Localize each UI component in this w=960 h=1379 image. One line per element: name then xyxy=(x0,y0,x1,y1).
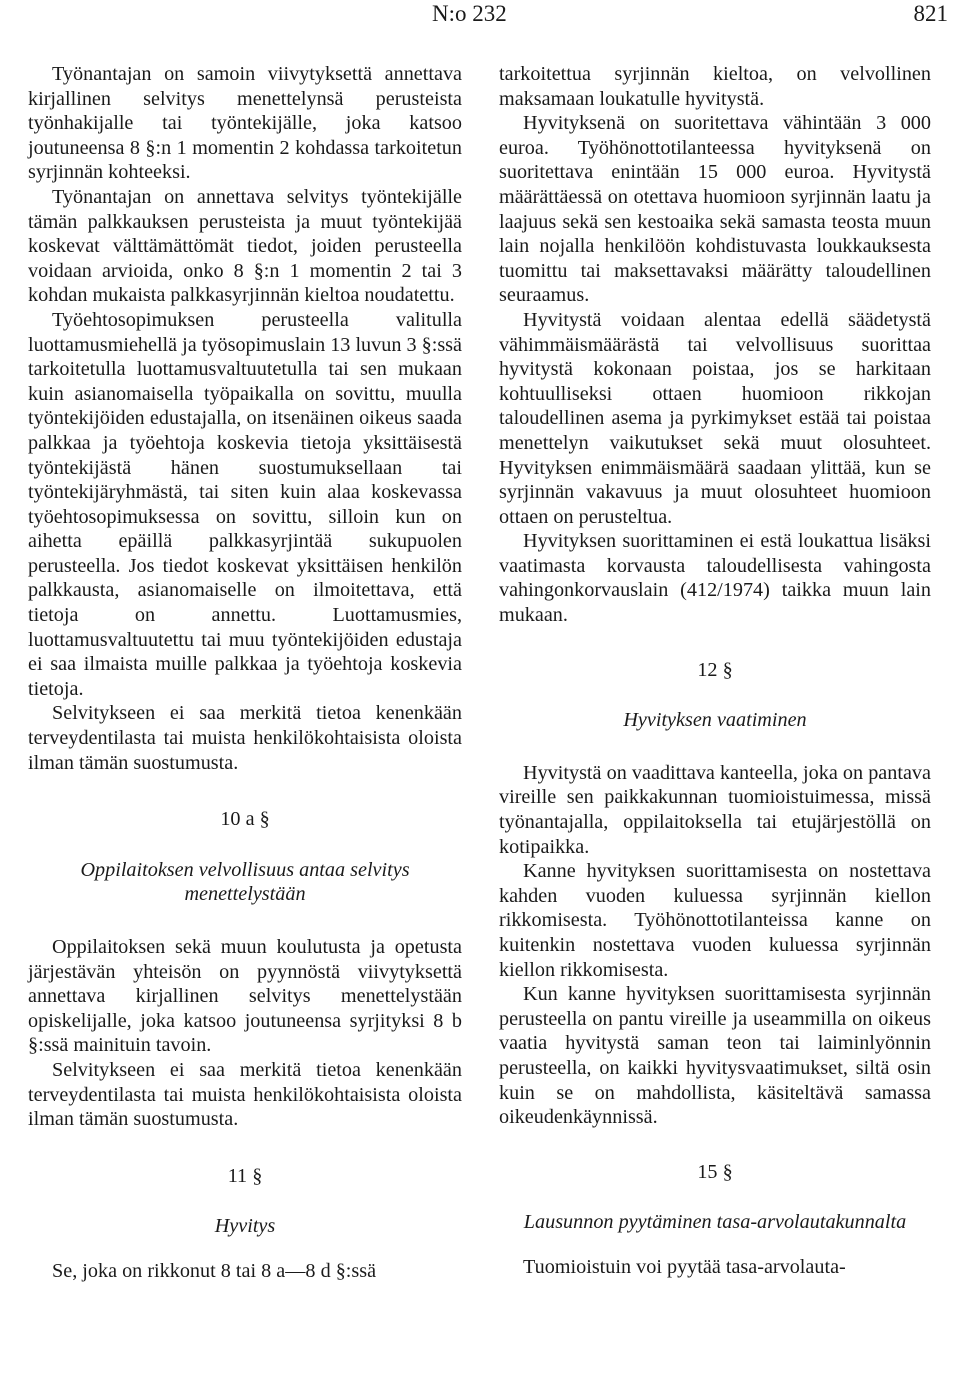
page-header xyxy=(0,0,960,36)
section-title-15: Lausunnon pyytäminen tasa-arvolautakunnalta xyxy=(523,1211,907,1234)
paragraph: Hyvitystä on vaadittava kanteella, joka on pantava vireille sen paikkakunnan tuomioistuimessa, missä työnantajalla, oppilaitoksella tai etujärjestöllä on kotipaikka. xyxy=(499,761,931,858)
paragraph: Selvitykseen ei saa merkitä tietoa kenenkään terveydentilasta tai muista henkilökohtaisista oloista ilman tämän suostumusta. xyxy=(28,702,462,774)
paragraph: Tuomioistuin voi pyytää tasa-arvolauta- xyxy=(523,1255,846,1278)
left-column xyxy=(28,62,462,1284)
page-number: 821 xyxy=(913,1,948,26)
paragraph: Työnantajan on annettava selvitys työntekijälle tämän palkkauksen perusteista ja muut työntekijää koskevat välttämättömät tiedot, joiden perusteella voidaan arvioida, onko 8 §:n 1 momentin 2 tai 3 kohdan mukaista palkkasyrjinnän kieltoa noudatettu. xyxy=(28,185,462,307)
right-column xyxy=(499,62,931,1280)
journal-number: N:o 232 xyxy=(432,1,507,26)
paragraph: Kanne hyvityksen suorittamisesta on nostettava kahden vuoden kuluessa syrjinnän kiellon rikkomisesta. Työhönottotilanteissa kanne on kuitenkin nostettava vuoden kuluessa syrjinnän kiellon rikkomisesta. xyxy=(499,860,931,981)
paragraph: Oppilaitoksen sekä muun koulutusta ja opetusta järjestävän yhteisön on pyynnöstä viivytyksettä annettava kirjallinen selvitys menettelystään opiskelijalle, joka katsoo joutuneensa syrjityksi 8 b §:ssä mainituin tavoin. xyxy=(28,936,462,1057)
section-number-12: 12 § xyxy=(697,658,733,681)
paragraph: Hyvityksenä on suoritettava vähintään 3 000 euroa. Työhönottotilanteessa hyvityksenä on suoritettava enintään 15 000 euroa. Hyvitystä määrättäessä on otettava huomioon syrjinnän laatu ja laajuus sekä sen kestoaika sekä samasta teosta muun lain nojalla henkilöön kohdistuvasta loukkauksesta tuomittu tai maksettavaksi määrätty taloudellinen seuraamus. xyxy=(499,112,931,307)
paragraph: Hyvityksen suorittaminen ei estä loukattua lisäksi vaatimasta korvausta taloudellisesta vahingosta vahingonkorvauslain (412/1974) taikka muun lain mukaan. xyxy=(499,530,931,627)
paragraph: Työnantajan on samoin viivytyksettä annettava kirjallinen selvitys menettelynsä perusteista työnhakijalle tai työntekijälle, joka katsoo joutuneensa 8 §:n 1 momentin 2 kohdassa tarkoitetun syrjinnän kohteeksi. xyxy=(28,63,462,184)
section-number-15: 15 § xyxy=(697,1160,733,1183)
paragraph: tarkoitettua syrjinnän kieltoa, on velvollinen maksamaan loukatulle hyvitystä. xyxy=(499,63,931,110)
paragraph: Kun kanne hyvityksen suorittamisesta syrjinnän perusteella on pantu vireille ja useammilla on oikeus vaatia hyvitystä saman teon tai laiminlyönnin perusteella, on kaikki hyvitysvaatimukset, siltä osin kuin se on mahdollista, käsiteltävä samassa oikeudenkäynnissä. xyxy=(499,983,931,1129)
paragraph: Se, joka on rikkonut 8 tai 8 a—8 d §:ssä xyxy=(52,1259,377,1282)
paragraph: Hyvitystä voidaan alentaa edellä säädetystä vähimmäismäärästä tai velvollisuus suorittaa hyvitystä kokonaan poistaa, jos se harkitaan kohtuulliseksi ottaen huomioon rikkojan taloudellinen asema ja pyrkimykset estää tai poistaa menettelyn vaikutukset sekä muut olosuhteet. Hyvityksen enimmäismäärä saadaan ylittää, kun se syrjinnän vakavuus ja muut olosuhteet huomioon ottaen on perusteltua. xyxy=(499,308,931,528)
paragraph: Selvitykseen ei saa merkitä tietoa kenenkään terveydentilasta tai muista henkilökohtaisista oloista ilman tämän suostumusta. xyxy=(28,1058,462,1131)
section-title-12: Hyvityksen vaatiminen xyxy=(623,709,807,732)
section-number-11: 11 § xyxy=(227,1164,263,1187)
section-number-10a: 10 a § xyxy=(220,808,270,831)
paragraph: Työehtosopimuksen perusteella valitulla luottamusmiehellä ja työsopimuslain 13 luvun 3 §:ssä tarkoitetulla luottamusvaltuutetulla tai sen mukaan kuin asianomaisella työpaikalla on sovittu, muulla työntekijöiden edustajalla, on itsenäinen oikeus saada palkkaa ja työehtoja koskevia tietoja yksittäisestä työntekijästä hänen suostumuksellaan tai työntekijäryhmästä, tai siten kuin alaa koskevassa työehtosopimuksessa on sovittu, silloin kun on aihetta epäillä palkkasyrjintää sukupuolen perusteella. Jos tiedot koskevat yksittäisen henkilön palkkausta, asianomaiselle on ilmoitettava, että tietoja on annettu. Luottamusmies, luottamusvaltuutettu tai muu työntekijöiden edustaja ei saa ilmaista muille palkkaa ja työehtoja koskevia tietoja. xyxy=(28,308,462,700)
section-title-10a: Oppilaitoksen velvollisuus antaa selvitys menettelystään xyxy=(80,858,410,906)
section-title-11: Hyvitys xyxy=(214,1215,276,1238)
